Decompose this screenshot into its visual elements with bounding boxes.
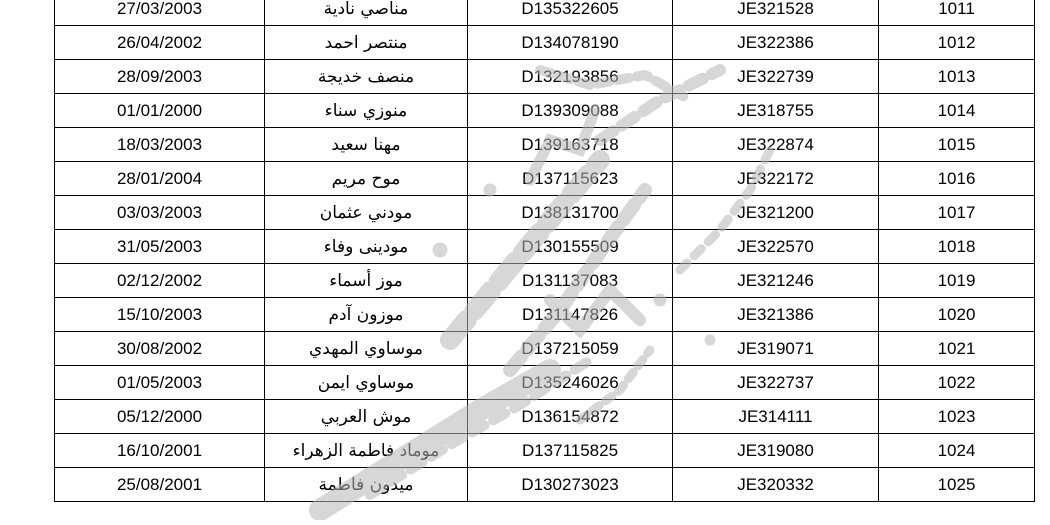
exam-number-cell: 1016 — [879, 162, 1035, 196]
massar-code-cell: JE322386 — [673, 26, 879, 60]
exam-number-cell: 1021 — [879, 332, 1035, 366]
exam-number-cell: 1013 — [879, 60, 1035, 94]
cni-cell: D137115623 — [468, 162, 673, 196]
birth-date-cell: 16/10/2001 — [55, 434, 265, 468]
birth-date-cell: 30/08/2002 — [55, 332, 265, 366]
table-row — [55, 0, 1035, 26]
exam-number-cell: 1015 — [879, 128, 1035, 162]
massar-code-cell: JE322739 — [673, 60, 879, 94]
birth-date-cell: 26/04/2002 — [55, 26, 265, 60]
exam-number-cell: 1017 — [879, 196, 1035, 230]
table-row — [55, 230, 1035, 264]
table-row — [55, 162, 1035, 196]
birth-date-cell: 28/09/2003 — [55, 60, 265, 94]
exam-number-cell: 1018 — [879, 230, 1035, 264]
birth-date-cell: 15/10/2003 — [55, 298, 265, 332]
table-row — [55, 128, 1035, 162]
exam-number-cell: 1023 — [879, 400, 1035, 434]
exam-number-cell: 1022 — [879, 366, 1035, 400]
cni-cell: D135246026 — [468, 366, 673, 400]
students-table — [54, 0, 1035, 502]
massar-code-cell: JE320332 — [673, 468, 879, 502]
cni-cell: D139309088 — [468, 94, 673, 128]
birth-date-cell: 01/01/2000 — [55, 94, 265, 128]
table-row — [55, 26, 1035, 60]
student-name-cell: موح مريم — [265, 162, 468, 196]
student-name-cell: ميدون فاطمة — [265, 468, 468, 502]
cni-cell: D130155509 — [468, 230, 673, 264]
table-row — [55, 60, 1035, 94]
birth-date-cell: 03/03/2003 — [55, 196, 265, 230]
student-name-cell: موساوي المهدي — [265, 332, 468, 366]
students-table-body — [55, 0, 1035, 502]
student-name-cell: منصف خديجة — [265, 60, 468, 94]
cni-cell: D138131700 — [468, 196, 673, 230]
student-name-cell: موماد فاطمة الزهراء — [265, 434, 468, 468]
cni-cell: D137115825 — [468, 434, 673, 468]
cni-cell: D130273023 — [468, 468, 673, 502]
student-name-cell: موش العربي — [265, 400, 468, 434]
student-name-cell: منوزي سناء — [265, 94, 468, 128]
birth-date-cell: 27/03/2003 — [55, 0, 265, 26]
cni-cell: D134078190 — [468, 26, 673, 60]
table-row — [55, 366, 1035, 400]
student-name-cell: موزون آدم — [265, 298, 468, 332]
student-name-cell: مودني عثمان — [265, 196, 468, 230]
birth-date-cell: 25/08/2001 — [55, 468, 265, 502]
exam-number-cell: 1025 — [879, 468, 1035, 502]
exam-number-cell: 1020 — [879, 298, 1035, 332]
exam-number-cell: 1014 — [879, 94, 1035, 128]
table-row — [55, 298, 1035, 332]
exam-number-cell: 1024 — [879, 434, 1035, 468]
cni-cell: D131147826 — [468, 298, 673, 332]
exam-number-cell: 1012 — [879, 26, 1035, 60]
massar-code-cell: JE321386 — [673, 298, 879, 332]
massar-code-cell: JE318755 — [673, 94, 879, 128]
birth-date-cell: 01/05/2003 — [55, 366, 265, 400]
massar-code-cell: JE321200 — [673, 196, 879, 230]
massar-code-cell: JE319080 — [673, 434, 879, 468]
student-name-cell: مناصي نادية — [265, 0, 468, 26]
birth-date-cell: 28/01/2004 — [55, 162, 265, 196]
massar-code-cell: JE321246 — [673, 264, 879, 298]
massar-code-cell: JE321528 — [673, 0, 879, 26]
birth-date-cell: 18/03/2003 — [55, 128, 265, 162]
table-row — [55, 434, 1035, 468]
cni-cell: D131137083 — [468, 264, 673, 298]
table-row — [55, 196, 1035, 230]
table-row — [55, 332, 1035, 366]
cni-cell: D132193856 — [468, 60, 673, 94]
cni-cell: D136154872 — [468, 400, 673, 434]
table-row — [55, 400, 1035, 434]
cni-cell: D137215059 — [468, 332, 673, 366]
birth-date-cell: 05/12/2000 — [55, 400, 265, 434]
massar-code-cell: JE319071 — [673, 332, 879, 366]
student-name-cell: موساوي ايمن — [265, 366, 468, 400]
student-name-cell: منتصر احمد — [265, 26, 468, 60]
exam-number-cell: 1019 — [879, 264, 1035, 298]
massar-code-cell: JE322570 — [673, 230, 879, 264]
massar-code-cell: JE314111 — [673, 400, 879, 434]
cni-cell: D135322605 — [468, 0, 673, 26]
birth-date-cell: 02/12/2002 — [55, 264, 265, 298]
table-row — [55, 264, 1035, 298]
student-name-cell: مهنا سعيد — [265, 128, 468, 162]
cni-cell: D139163718 — [468, 128, 673, 162]
massar-code-cell: JE322737 — [673, 366, 879, 400]
massar-code-cell: JE322172 — [673, 162, 879, 196]
student-name-cell: موز أسماء — [265, 264, 468, 298]
exam-number-cell: 1011 — [879, 0, 1035, 26]
birth-date-cell: 31/05/2003 — [55, 230, 265, 264]
massar-code-cell: JE322874 — [673, 128, 879, 162]
student-name-cell: مودينى وفاء — [265, 230, 468, 264]
table-row — [55, 94, 1035, 128]
table-row — [55, 468, 1035, 502]
